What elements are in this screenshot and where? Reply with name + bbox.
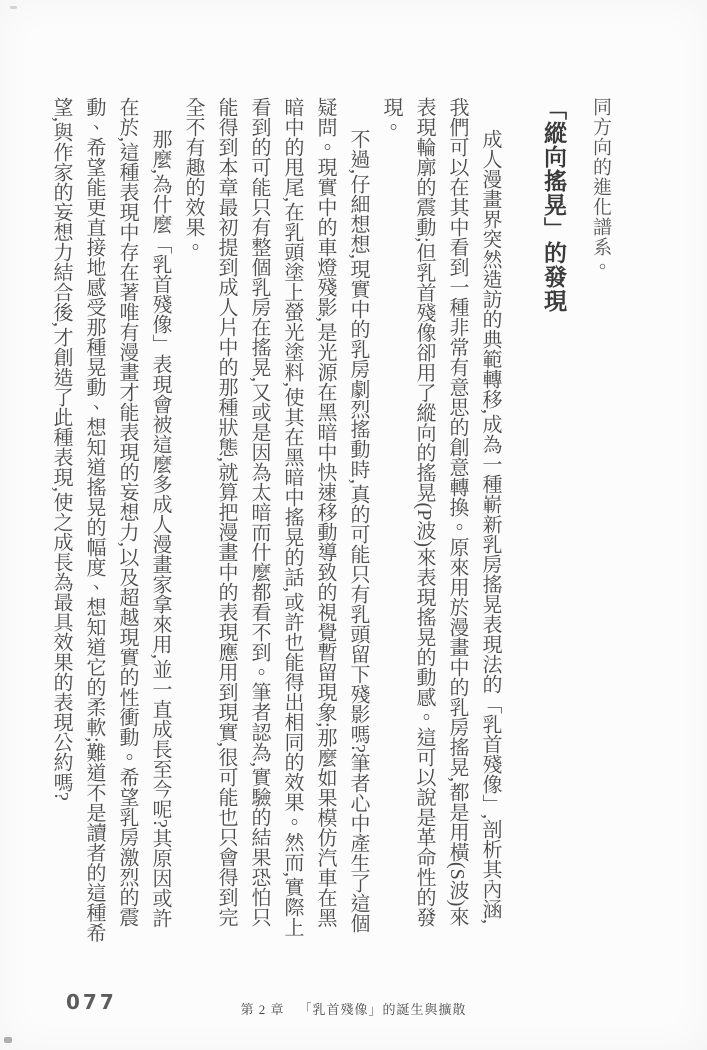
vertical-text-block xyxy=(44,97,617,943)
chapter-title: 「乳首殘像」的誕生與擴散 xyxy=(298,1002,467,1017)
body-paragraph-3: 那麼,為什麼「乳首殘像」表現會被這麼多成人漫畫家拿來用,並一直成長至今呢?其原因或許在於,這種表現中存在著唯有漫畫才能表現的妄想力,以及超越現實的性衝動。希望乳房激烈的震動、希望能更直接地感受那種晃動、想知道搖晃的幅度、想知道它的柔軟;難道不是讀者的這種希望,與作家的妄想力結合後,才創造了此種表現,使之成長為最具效果的表現公約嗎? xyxy=(50,97,171,943)
running-footer xyxy=(0,999,707,1018)
section-heading: 「縱向搖晃」的發現 xyxy=(541,97,566,313)
previous-section-tail-line: 同方向的進化譜系。 xyxy=(590,97,611,277)
scan-artifact-top-left xyxy=(10,6,17,9)
body-paragraph-2: 不過,仔細想想,現實中的乳房劇烈搖動時,真的可能只有乳頭留下殘影嗎?筆者心中產生了這個疑問。現實中的車燈殘影,是光源在黑暗中快速移動導致的視覺暫留現象;那麼如果模仿汽車在黑暗中的甩尾,在乳頭塗上螢光塗料,使其在黑暗中搖晃的話,或許也能得出相同的效果。然而,實際上看到的可能只有整個乳房在搖晃,又或是因為太暗而什麼都看不到。筆者認為,實驗的結果恐怕只能得到本章最初提到成人片中的那種狀態,就算把漫畫中的表現應用到現實,很可能也只會得到完全不有趣的效果。 xyxy=(182,97,369,937)
page-number: 077 xyxy=(66,990,117,1014)
body-paragraph-1: 成人漫畫界突然造訪的典範轉移,成為一種嶄新乳房搖晃表現法的「乳首殘像」,剖析其內涵,我們可以在其中看到一種非常有意思的創意轉換。原來用於漫畫中的乳房搖晃,都是用橫(S波)來表現輪廓的震動;但乳首殘像卻用了縱向的搖晃(P波)來表現搖晃的動感。這可以說是革命性的發現。 xyxy=(380,97,501,927)
chapter-label: 第 2 章 xyxy=(240,1002,285,1017)
scan-artifact-bottom-left xyxy=(4,1037,12,1043)
